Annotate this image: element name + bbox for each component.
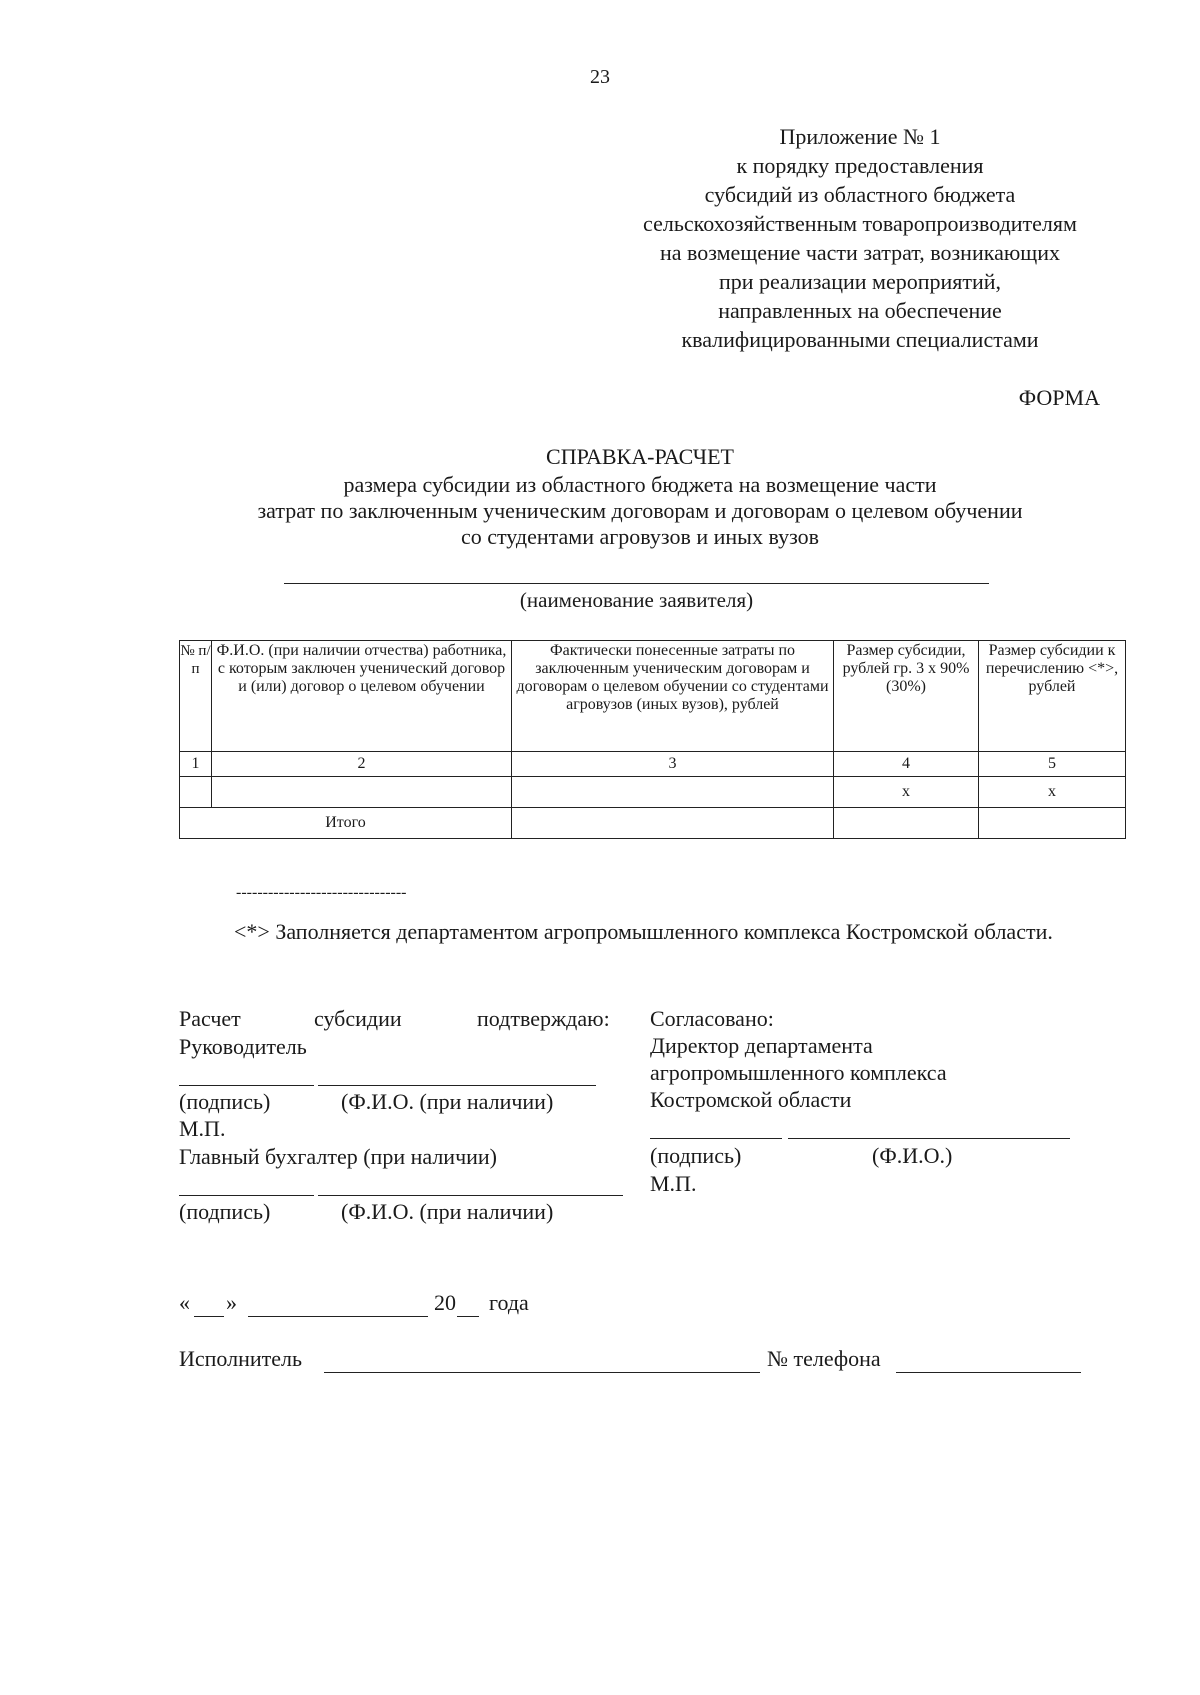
accountant-label: Главный бухгалтер (при наличии)	[179, 1144, 498, 1169]
table-cell	[834, 808, 979, 839]
date-open-quote: «	[179, 1290, 190, 1315]
title-line: затрат по заключенным ученическим договорам и договорам о целевом обучении	[257, 498, 1023, 523]
table-cell	[979, 808, 1126, 839]
table-cell	[212, 777, 512, 808]
appendix-line: субсидий из областного бюджета	[704, 182, 1016, 207]
applicant-caption: (наименование заявителя)	[519, 588, 754, 612]
appendix-line: Приложение № 1	[779, 124, 941, 149]
table-total-row	[180, 808, 1126, 839]
table-cell	[512, 777, 834, 808]
applicant-name-line	[284, 583, 989, 584]
footnote-text: <*> Заполняется департаментом агропромышленного комплекса Костромской области.	[234, 919, 1053, 944]
table-cell: 2	[212, 752, 512, 777]
executor-blank	[324, 1372, 760, 1373]
table-cell: 3	[512, 752, 834, 777]
table-cell: 4	[834, 752, 979, 777]
title-heading: СПРАВКА-РАСЧЕТ	[546, 444, 734, 469]
title-line: размера субсидии из областного бюджета на возмещение части	[343, 472, 937, 497]
document-title	[0, 444, 1200, 550]
total-label: Итого	[180, 808, 512, 839]
calculation-table	[179, 640, 1126, 839]
table-cell: х	[979, 777, 1126, 808]
table-cell: х	[834, 777, 979, 808]
head-label: Руководитель	[179, 1034, 307, 1059]
confirm-word: Расчет	[179, 1006, 241, 1031]
table-cell: 5	[979, 752, 1126, 777]
signature-caption: (подпись)	[179, 1089, 271, 1114]
signature-caption: (подпись)	[650, 1143, 742, 1168]
date-close-quote: »	[226, 1290, 237, 1315]
appendix-line: направленных на обеспечение	[718, 298, 1002, 323]
stamp-label: М.П.	[179, 1116, 226, 1141]
name-line	[318, 1195, 623, 1196]
phone-blank	[896, 1372, 1081, 1373]
year-blank	[457, 1316, 479, 1317]
table-header-cell: Размер субсидии, рублей гр. 3 х 90%(30%)	[834, 641, 979, 752]
title-line: со студентами агровузов и иных вузов	[460, 524, 820, 549]
name-line	[788, 1138, 1070, 1139]
name-line	[318, 1085, 596, 1086]
confirm-word: субсидии	[314, 1006, 402, 1031]
signature-line	[179, 1085, 314, 1086]
fio-caption: (Ф.И.О.)	[872, 1143, 953, 1168]
fio-caption: (Ф.И.О. (при наличии)	[341, 1089, 554, 1114]
page-number: 23	[590, 66, 610, 88]
appendix-line: при реализации мероприятий,	[718, 269, 1002, 294]
appendix-line: на возмещение части затрат, возникающих	[659, 240, 1060, 265]
table-header-cell: № п/п	[180, 641, 212, 752]
table-cell: 1	[180, 752, 212, 777]
position-line: Костромской области	[650, 1087, 852, 1112]
table-header-cell: Фактически понесенные затраты по заключенным ученическим договорам и договорам о целевом обучении со студентами агровузов (иных вузов), рублей	[512, 641, 834, 752]
month-blank	[248, 1316, 428, 1317]
appendix-line: к порядку предоставления	[736, 153, 984, 178]
appendix-line: квалифицированными специалистами	[681, 327, 1039, 352]
appendix-line: сельскохозяйственным товаропроизводителям	[643, 211, 1077, 236]
form-label: ФОРМА	[1018, 385, 1100, 410]
day-blank	[194, 1316, 224, 1317]
year-suffix: года	[489, 1290, 529, 1315]
signature-caption: (подпись)	[179, 1199, 271, 1224]
confirm-word: подтверждаю:	[477, 1006, 610, 1031]
table-header-row	[180, 641, 1126, 752]
table-row	[180, 752, 1126, 777]
table-cell	[512, 808, 834, 839]
phone-label: № телефона	[767, 1346, 881, 1371]
agreed-label: Согласовано:	[650, 1006, 774, 1031]
fio-caption: (Ф.И.О. (при наличии)	[341, 1199, 554, 1224]
stamp-label: М.П.	[650, 1171, 697, 1196]
table-row	[180, 777, 1126, 808]
position-line: агропромышленного комплекса	[650, 1060, 947, 1085]
signature-line	[650, 1138, 782, 1139]
signature-line	[179, 1195, 314, 1196]
appendix-header	[600, 122, 1120, 354]
position-line: Директор департамента	[650, 1033, 873, 1058]
year-prefix: 20	[434, 1290, 456, 1315]
table-header-cell: Размер субсидии к перечислению <*>, рублей	[979, 641, 1126, 752]
executor-label: Исполнитель	[179, 1346, 303, 1371]
table-header-cell: Ф.И.О. (при наличии отчества) работника, с которым заключен ученический договор и (или) договор о целевом обучении	[212, 641, 512, 752]
table-cell	[180, 777, 212, 808]
footnote-separator: --------------------------------	[236, 884, 407, 901]
